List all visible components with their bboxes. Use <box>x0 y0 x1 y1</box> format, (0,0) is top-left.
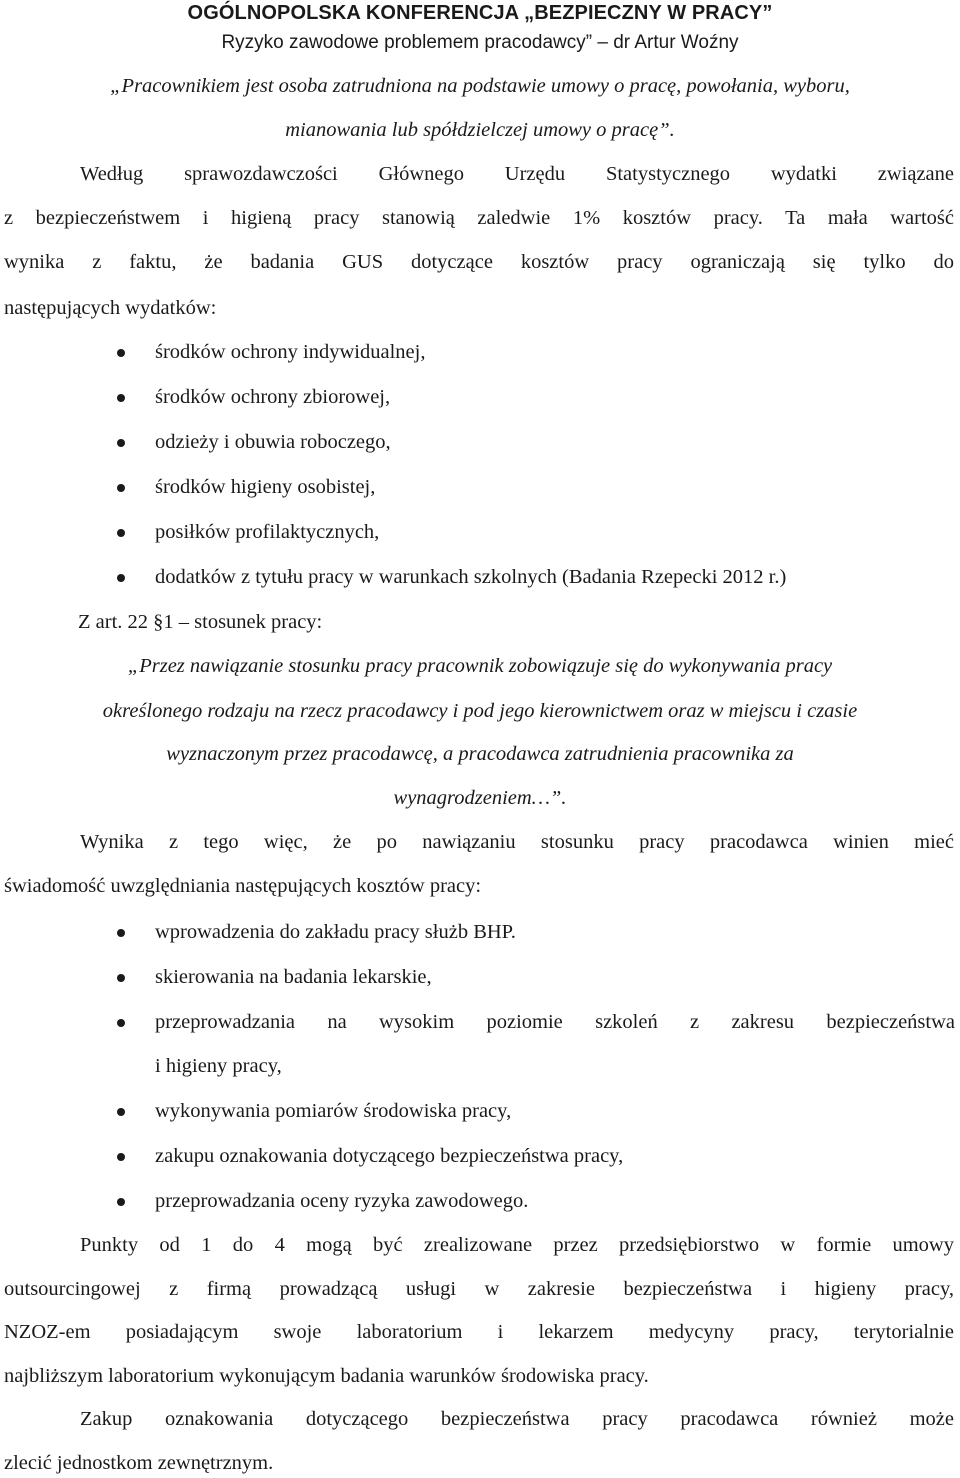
bullet <box>117 484 125 492</box>
list-item: środków ochrony indywidualnej, <box>155 341 426 363</box>
paragraph-gus-line-1: Według sprawozdawczości Głównego Urzędu Statystycznego wydatki związane <box>80 163 954 185</box>
paragraph-costs-line-1: Wynika z tego więc, że po nawiązaniu stosunku pracy pracodawca winien mieć <box>80 831 954 853</box>
bullet <box>117 1108 125 1116</box>
worker-definition-line-1: „Pracownikiem jest osoba zatrudniona na podstawie umowy o pracę, powołania, wyboru, <box>110 75 850 97</box>
conference-subtitle: Ryzyko zawodowe problemem pracodawcy” – dr Artur Woźny <box>221 32 739 53</box>
list-item: środków ochrony zbiorowej, <box>155 386 391 408</box>
bullet <box>117 1198 125 1206</box>
bullet <box>117 529 125 537</box>
bullet <box>117 439 125 447</box>
paragraph-outsourcing-line-4: najbliższym laboratorium wykonującym badania warunków środowiska pracy. <box>4 1365 649 1387</box>
paragraph-gus-line-3: wynika z faktu, że badania GUS dotyczące kosztów pracy ograniczają się tylko do <box>4 251 954 273</box>
paragraph-gus-line-2: z bezpieczeństwem i higieną pracy stanowią zaledwie 1% kosztów pracy. Ta mała wartość <box>4 207 954 229</box>
bullet <box>117 394 125 402</box>
paragraph-costs-line-2: świadomość uwzględniania następujących kosztów pracy: <box>4 875 482 897</box>
list-item: wprowadzenia do zakładu pracy służb BHP. <box>155 921 516 943</box>
bullet <box>117 574 125 582</box>
worker-definition-line-2: mianowania lub spółdzielczej umowy o pracę”. <box>285 119 675 141</box>
list-item: przeprowadzania na wysokim poziomie szkoleń z zakresu bezpieczeństwa <box>155 1011 955 1033</box>
list-item-continuation: i higieny pracy, <box>155 1055 282 1077</box>
list-item: posiłków profilaktycznych, <box>155 521 380 543</box>
list-item: przeprowadzania oceny ryzyka zawodowego. <box>155 1190 529 1212</box>
bullet <box>117 929 125 937</box>
list-item: skierowania na badania lekarskie, <box>155 966 432 988</box>
list-item: wykonywania pomiarów środowiska pracy, <box>155 1100 512 1122</box>
employment-definition-line-1: „Przez nawiązanie stosunku pracy pracownik zobowiązuje się do wykonywania pracy <box>127 655 833 677</box>
list-item: środków higieny osobistej, <box>155 476 376 498</box>
paragraph-outsourcing-line-3: NZOZ-em posiadającym swoje laboratorium i lekarzem medycyny pracy, terytorialnie <box>4 1321 954 1343</box>
list-item: odzieży i obuwia roboczego, <box>155 431 391 453</box>
list-item: dodatków z tytułu pracy w warunkach szkolnych (Badania Rzepecki 2012 r.) <box>155 566 787 588</box>
paragraph-gus-line-4: następujących wydatków: <box>4 297 217 319</box>
paragraph-signage-line-2: zlecić jednostkom zewnętrznym. <box>4 1452 274 1474</box>
paragraph-outsourcing-line-2: outsourcingowej z firmą prowadzącą usługi w zakresie bezpieczeństwa i higieny pracy, <box>4 1278 954 1300</box>
bullet <box>117 349 125 357</box>
paragraph-outsourcing-line-1: Punkty od 1 do 4 mogą być zrealizowane przez przedsiębiorstwo w formie umowy <box>80 1234 954 1256</box>
bullet <box>117 1019 125 1027</box>
bullet <box>117 974 125 982</box>
article-reference: Z art. 22 §1 – stosunek pracy: <box>78 611 323 633</box>
list-item: zakupu oznakowania dotyczącego bezpieczeństwa pracy, <box>155 1145 624 1167</box>
employment-definition-line-2: określonego rodzaju na rzecz pracodawcy i pod jego kierownictwem oraz w miejscu i czasie <box>102 700 858 722</box>
employment-definition-line-4: wynagrodzeniem…”. <box>393 787 567 809</box>
conference-title: OGÓLNOPOLSKA KONFERENCJA „BEZPIECZNY W PRACY” <box>187 2 773 24</box>
paragraph-signage-line-1: Zakup oznakowania dotyczącego bezpieczeństwa pracy pracodawca również może <box>80 1408 954 1430</box>
bullet <box>117 1153 125 1161</box>
employment-definition-line-3: wyznaczonym przez pracodawcę, a pracodawca zatrudnienia pracownika za <box>166 743 794 765</box>
